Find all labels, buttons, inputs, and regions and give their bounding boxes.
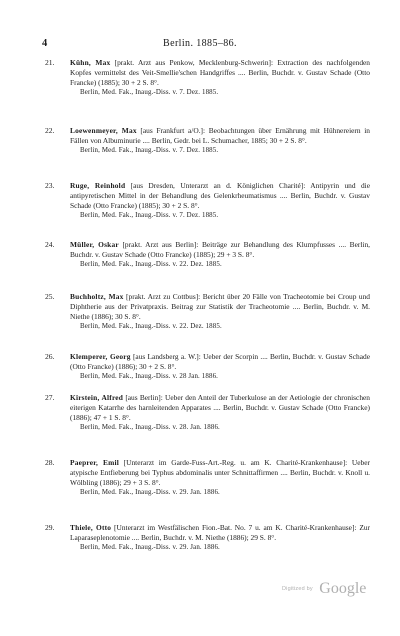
entry-text: [70, 58, 370, 88]
entry-body: [aus Frankfurt a/O.]: Beobachtungen über Ernährung mit Hühnereiern in Fällen von Albuminurie .... Berlin, Gedr. bei L. Schumacher, 1885; 30 + 2 S. 8°.: [70, 126, 370, 146]
running-title: Berlin. 1885–86.: [163, 38, 237, 49]
entry-text: [70, 352, 370, 372]
entry-number: 24.: [45, 240, 55, 249]
bibliography-entry: [45, 458, 370, 498]
entry-body: [Unterarzt im Westfälischen Fion.-Bat. No. 7 u. am K. Charité-Krankenhause]: Zur Laparaseplenotomie .... Berlin, Buchdr. v. M. Niethe (1886); 29 S. 8°.: [70, 523, 370, 543]
entry-text: [70, 458, 370, 488]
bibliography-entry: [45, 523, 370, 553]
entry-source: Berlin, Med. Fak., Inaug.-Diss. v. 22. Dez. 1885.: [80, 261, 222, 269]
entry-body: [prakt. Arzt aus Penkow, Mecklenburg-Schwerin]: Extraction des nachfolgenden Kopfes vermittelst des Veit-Smellie'schen Handgriffes .... Berlin, Buchdr. v. Gustav Schade (Otto Francke) (1885); 30 + 2 S. 8°.: [70, 58, 370, 88]
bibliography-entry: [45, 240, 370, 270]
bibliography-entry: [45, 352, 370, 382]
bibliography-entry: [45, 126, 370, 156]
entry-body: [prakt. Arzt aus Berlin]: Beiträge zur Behandlung des Klumpfusses .... Berlin, Buchdr. v. Gustav Schade (Otto Francke) (1885); 29 + 3 S. 8°.: [70, 240, 370, 260]
entry-source: Berlin, Med. Fak., Inaug.-Diss. v. 29. Jan. 1886.: [80, 489, 220, 497]
google-logo: Google: [319, 580, 367, 597]
page-header: [42, 38, 358, 52]
bibliography-entry: [45, 58, 370, 98]
entry-source: Berlin, Med. Fak., Inaug.-Diss. v. 22. Dez. 1885.: [80, 323, 222, 331]
bibliography-entry: [45, 393, 370, 433]
entry-body: [aus Berlin]: Ueber den Anteil der Tuberkulose an der Aetiologie der chronischen eiterigen Katarrhe des harnleitenden Apparates .... Berlin, Buchdr. v. Gustav Schade (Otto Francke) (1886); 47 + 1 S. 8°.: [70, 393, 370, 423]
entry-body: [Unterarzt im Garde-Fuss-Art.-Reg. u. am K. Charité-Krankenhause]: Ueber atypische Entfieberung bei Typhus abdominalis unter Schnittaffirmen .... Berlin, Buchdr. v. Knoll u. Wölbling (1886); 29 + 3 S. 8°.: [70, 458, 370, 488]
author-name: Buchholtz, Max: [70, 292, 124, 301]
entry-text: [70, 126, 370, 146]
author-name: Ruge, Reinhold: [70, 181, 126, 190]
author-name: Thiele, Otto: [70, 523, 112, 532]
entry-body: [aus Dresden, Unterarzt an d. Königlichen Charité]: Antipyrin und die antipyretischen Mittel in der Behandlung des Gelenkrheumatismus .... Berlin, Buchdr. v. Gustav Schade (Otto Francke) (1885); 30 + 2 S. 8°.: [70, 181, 371, 211]
page-number: 4: [42, 38, 48, 49]
entry-number: 28.: [45, 458, 55, 467]
entry-text: [70, 181, 370, 211]
watermark-prefix: Digitized by: [282, 586, 313, 592]
author-name: Loewenmeyer, Max: [70, 126, 137, 135]
entry-text: [70, 292, 370, 322]
author-name: Müller, Oskar: [70, 240, 119, 249]
entry-text: [70, 523, 370, 543]
entry-number: 23.: [45, 181, 55, 190]
entry-body: [prakt. Arzt zu Cottbus]: Bericht über 20 Fälle von Tracheotomie bei Croup und Diphtherie aus der Privatpraxis. Beitrag zur Statistik der Tracheotomie .... Berlin, Buchdr. v. M. Niethe (1886); 30 S. 8°.: [70, 292, 370, 322]
entry-source: Berlin, Med. Fak., Inaug.-Diss. v. 28. Jan. 1886.: [80, 424, 220, 432]
author-name: Kühn, Max: [70, 58, 111, 67]
entry-source: Berlin, Med. Fak., Inaug.-Diss. v. 28 Jan. 1886.: [80, 373, 219, 381]
entry-number: 22.: [45, 126, 55, 135]
entry-number: 26.: [45, 352, 55, 361]
author-name: Klemperer, Georg: [70, 352, 131, 361]
entry-text: [70, 393, 370, 423]
entry-body: [aus Landsberg a. W.]: Ueber der Scorpin .... Berlin, Buchdr. v. Gustav Schade (Otto Francke) (1886); 30 + 2 S. 8°.: [70, 352, 370, 372]
bibliography-entry: [45, 181, 371, 221]
entry-source: Berlin, Med. Fak., Inaug.-Diss. v. 29. Jan. 1886.: [80, 544, 220, 552]
bibliography-entry: [45, 292, 370, 332]
entry-source: Berlin, Med. Fak., Inaug.-Diss. v. 7. Dez. 1885.: [80, 147, 219, 155]
entry-number: 25.: [45, 292, 55, 301]
google-watermark: [282, 580, 382, 604]
entry-source: Berlin, Med. Fak., Inaug.-Diss. v. 7. Dez. 1885.: [80, 89, 219, 97]
entry-source: Berlin, Med. Fak., Inaug.-Diss. v. 7. Dez. 1885.: [80, 212, 219, 220]
author-name: Kirstein, Alfred: [70, 393, 124, 402]
author-name: Paeprer, Emil: [70, 458, 119, 467]
entry-text: [70, 240, 370, 260]
entry-number: 27.: [45, 393, 55, 402]
entry-number: 29.: [45, 523, 55, 532]
entry-number: 21.: [45, 58, 55, 67]
